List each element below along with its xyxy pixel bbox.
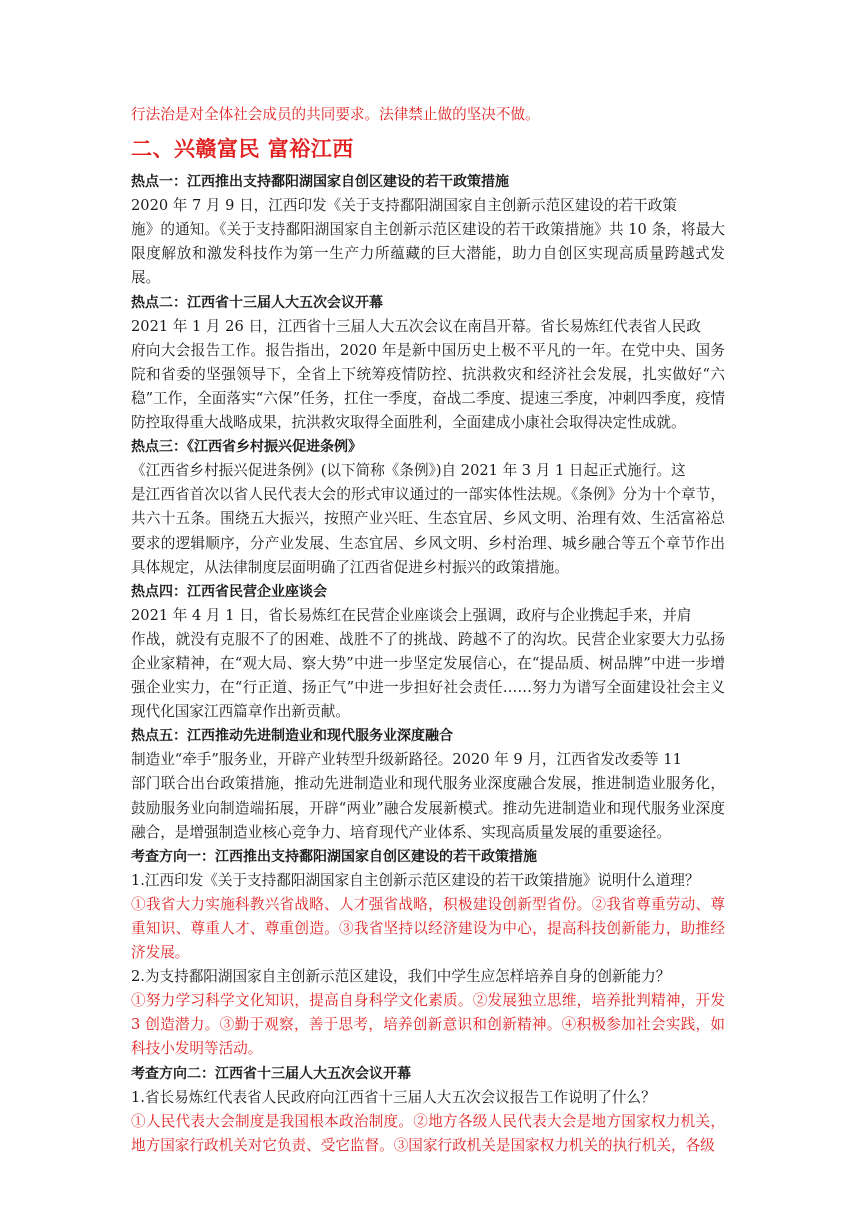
exam-direction-2 xyxy=(131,1062,725,1158)
hotspot-title: 热点四：江西省民营企业座谈会 xyxy=(131,583,327,600)
hotspot-lead: 制造业“牵手”服务业，开辟产业转型升级新路径。2020 年 9 月，江西省发改委等 11 xyxy=(131,751,682,769)
exam-question: 1.省长易炼红代表省人民政府向江西省十三届人大五次会议报告工作说明了什么？ xyxy=(131,1088,656,1106)
hotspot-body: 部门联合出台政策措施，推动先进制造业和现代服务业深度融合发展，推进制造业服务化，鼓励服务业向制造端拓展，开辟“两业”融合发展新模式。推动先进制造业和现代服务业深度融合，是增强制造业核心竞争力、培育现代产业体系、实现高质量发展的重要途径。 xyxy=(131,775,725,841)
document-content xyxy=(131,103,725,1158)
section-title: 二、兴赣富民 富裕江西 xyxy=(131,137,354,162)
hotspot-body: 作战，就没有克服不了的困难、战胜不了的挑战、跨越不了的沟坎。民营企业家要大力弘扬企业家精神，在“观大局、察大势”中进一步坚定发展信心，在“提品质、树品牌”中进一步增强企业实力，在“行正道、扬正气”中进一步担好社会责任……努力为谱写全面建设社会主义现代化国家江西篇章作出新贡献。 xyxy=(131,630,725,721)
exam-title: 考查方向二：江西省十三届人大五次会议开幕 xyxy=(131,1065,411,1082)
hotspot-lead: 2021 年 1 月 26 日，江西省十三届人大五次会议在南昌开幕。省长易炼红代表省人民政 xyxy=(131,317,701,335)
hotspot-1 xyxy=(131,170,725,290)
hotspot-lead: 《江西省乡村振兴促进条例》(以下简称《条例》)自 2021 年 3 月 1 日起正式施行。这 xyxy=(131,462,686,480)
hotspot-3 xyxy=(131,435,725,580)
hotspot-body: 府向大会报告工作。报告指出，2020 年是新中国历史上极不平凡的一年。在党中央、国务院和省委的坚强领导下，全省上下统筹疫情防控、抗洪救灾和经济社会发展，扎实做好“六稳”工作，全面落实“六保”任务，扛住一季度，奋战二季度、提速三季度，冲刺四季度，疫情防控取得重大战略成果，抗洪救灾取得全面胜利，全面建成小康社会取得决定性成就。 xyxy=(131,341,725,432)
exam-direction-1 xyxy=(131,845,725,1062)
hotspot-body: 是江西省首次以省人民代表大会的形式审议通过的一部实体性法规。《条例》分为十个章节，共六十五条。围绕五大振兴，按照产业兴旺、生态宜居、乡风文明、治理有效、生活富裕总要求的逻辑顺序，分产业发展、生态宜居、乡风文明、乡村治理、城乡融合等五个章节作出具体规定，从法律制度层面明确了江西省促进乡村振兴的政策措施。 xyxy=(131,486,725,576)
hotspot-4 xyxy=(131,580,725,725)
hotspot-title: 热点一：江西推出支持鄱阳湖国家自创区建设的若干政策措施 xyxy=(131,174,509,191)
top-line: 行法治是对全体社会成员的共同要求。法律禁止做的坚决不做。 xyxy=(131,106,540,123)
hotspot-5 xyxy=(131,724,725,844)
hotspot-lead: 2021 年 4 月 1 日，省长易炼红在民营企业座谈会上强调，政府与企业携起手来，并肩 xyxy=(131,606,692,624)
exam-answer: ①努力学习科学文化知识，提高自身科学文化素质。②发展独立思维，培养批判精神，开发 3 创造潜力。③勤于观察，善于思考，培养创新意识和创新精神。④积极参加社会实践，如科技小发明等活动。 xyxy=(131,992,725,1058)
exam-answer: ①人民代表大会制度是我国根本政治制度。②地方各级人民代表大会是地方国家权力机关，地方国家行政机关对它负责、受它监督。③国家行政机关是国家权力机关的执行机关，各级 xyxy=(131,1112,725,1154)
hotspot-title: 热点五：江西推动先进制造业和现代服务业深度融合 xyxy=(131,728,453,745)
hotspot-title: 热点二：江西省十三届人大五次会议开幕 xyxy=(131,294,383,311)
exam-question: 2.为支持鄱阳湖国家自主创新示范区建设，我们中学生应怎样培养自身的创新能力？ xyxy=(131,968,671,986)
exam-question: 1.江西印发《关于支持鄱阳湖国家自主创新示范区建设的若干政策措施》说明什么道理？ xyxy=(131,871,700,889)
hotspot-2 xyxy=(131,291,725,436)
hotspot-title: 热点三：《江西省乡村振兴促进条例》 xyxy=(131,439,362,456)
exam-title: 考查方向一：江西推出支持鄱阳湖国家自创区建设的若干政策措施 xyxy=(131,848,537,865)
hotspot-body: 施》的通知。《关于支持鄱阳湖国家自主创新示范区建设的若干政策措施》共 10 条，将最大限度解放和激发科技作为第一生产力所蕴藏的巨大潜能，助力自创区实现高质量跨越式发展。 xyxy=(131,221,725,287)
exam-answer: ①我省大力实施科教兴省战略、人才强省战略，积极建设创新型省份。②我省尊重劳动、尊重知识、尊重人才、尊重创造。③我省坚持以经济建设为中心，提高科技创新能力，助推经济发展。 xyxy=(131,895,725,962)
hotspot-lead: 2020 年 7 月 9 日，江西印发《关于支持鄱阳湖国家自主创新示范区建设的若干政策 xyxy=(131,197,677,215)
